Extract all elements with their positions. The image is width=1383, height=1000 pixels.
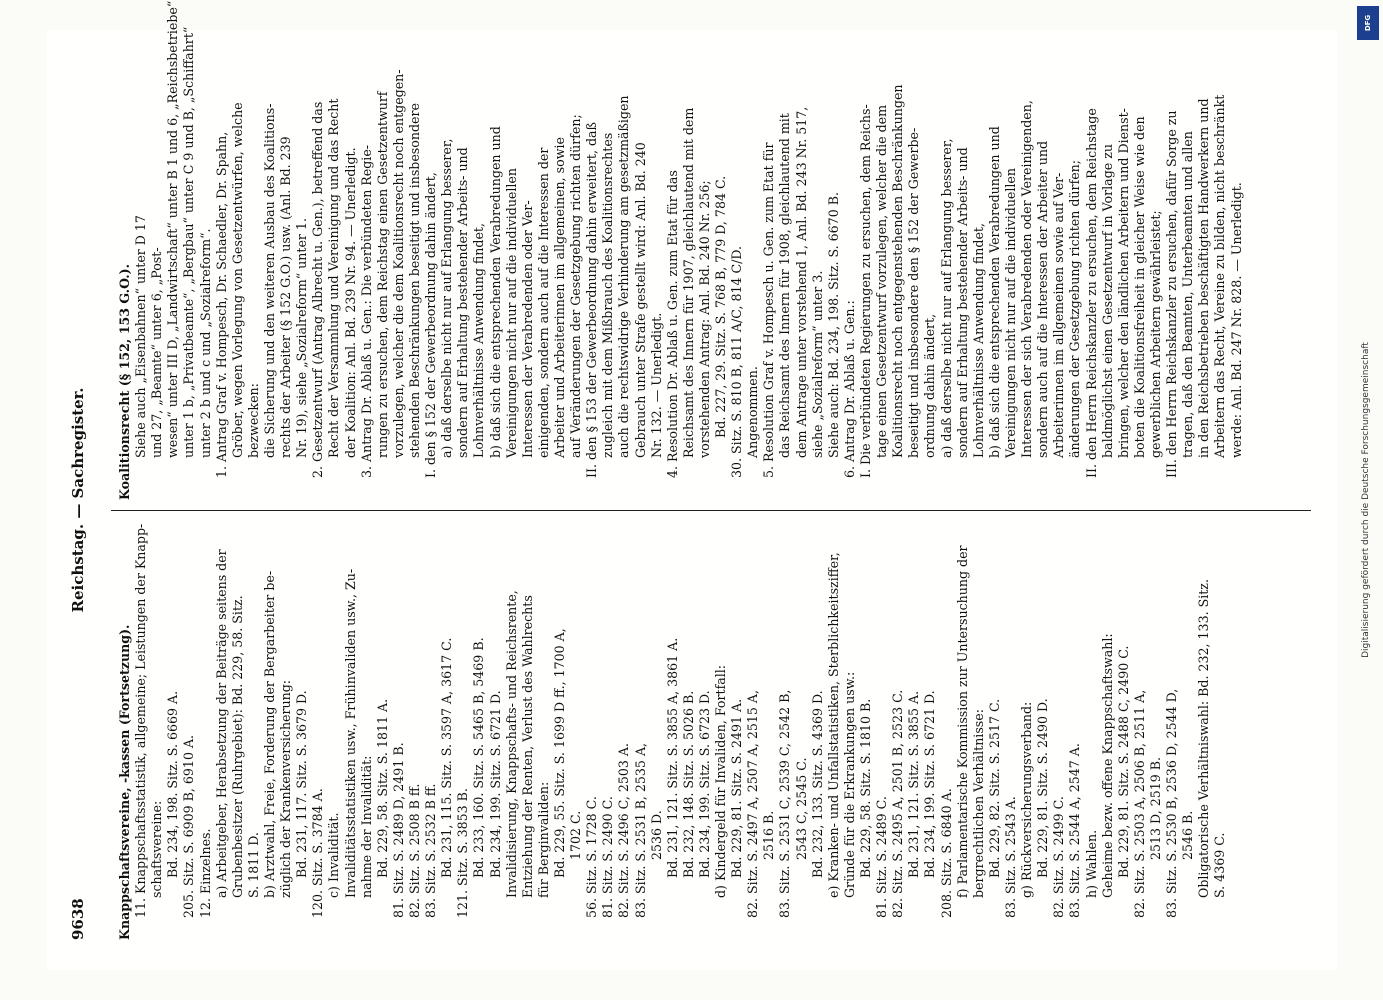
text-line: a) Arbeitgeber, Herabsetzung der Beiträge seitens der xyxy=(213,549,229,898)
text-line: d) Kindergeld für Invaliden, Fortfall: xyxy=(712,664,728,898)
text-line: S. 1811 D. xyxy=(245,832,261,898)
text-line: I. den § 152 der Gewerbeordnung dahin ändert, xyxy=(422,172,438,478)
text-line: in den Reichsbetrieben beschäftigten Handwerkern und xyxy=(1195,98,1211,458)
text-line: 208. Sitz. S. 6840 A. xyxy=(938,788,954,918)
column-divider xyxy=(111,510,1311,511)
text-line: Bd. 234, 198. Sitz. S. 6669 A. xyxy=(164,690,180,878)
text-line: 2. Gesetzentwurf (Antrag Albrecht u. Gen.), betreffend das xyxy=(309,101,325,478)
text-line: 2546 B. xyxy=(1179,810,1195,860)
text-line: 1702 C. xyxy=(567,810,583,860)
left-column xyxy=(117,520,1317,940)
text-line: 83. Sitz. S. 2530 B, 2536 D, 2544 D, xyxy=(1163,688,1179,918)
text-line: siehe „Sozialreform“ unter 3. xyxy=(809,270,825,458)
text-line: g) Rückversicherungsverband: xyxy=(1018,701,1034,898)
text-line: b) daß sich die entsprechenden Verabredungen und xyxy=(487,126,503,458)
text-line: Siehe auch: Bd. 234, 198. Sitz. S. 6670 B. xyxy=(825,192,841,458)
text-line: sondern auf Erhaltung bestehender Arbeits- und xyxy=(954,147,970,458)
text-line: tage einen Gesetzentwurf vorzulegen, welcher die dem xyxy=(873,104,889,458)
text-line: der Koalition: Anl. Bd. 239 Nr. 94. — Unerledigt. xyxy=(342,147,358,458)
section-heading: Knappschaftsvereine, -kassen (Fortsetzung). xyxy=(116,624,132,940)
text-line: schaftsvereine: xyxy=(148,800,164,898)
text-line: züglich der Krankenversicherung: xyxy=(277,679,293,898)
page-number: 9638 xyxy=(68,898,87,940)
text-line: Reichsamt des Innern für 1907, gleichlautend mit dem xyxy=(680,107,696,458)
text-line: bergrechtlichen Verhältnisse: xyxy=(970,709,986,898)
dfg-logo-icon xyxy=(1357,6,1379,40)
text-line: Bd. 234, 199. Sitz. S. 6721 D. xyxy=(487,690,503,878)
text-line: vorzulegen, welcher die dem Koalitionsrecht noch entgegen- xyxy=(390,69,406,458)
text-line: sondern auch auf die Interessen der Arbeiter und xyxy=(1034,140,1050,458)
text-line: 2516 B. xyxy=(760,810,776,860)
text-line: 2536 D. xyxy=(648,810,664,860)
text-line: 1. Antrag Graf v. Hompesch, Dr. Schaedler, Dr. Spahn, xyxy=(213,131,229,478)
text-line: 2543 C, 2545 C. xyxy=(793,757,809,860)
text-line: auch die rechtswidrige Verhinderung am gesetzmäßigen xyxy=(615,95,631,458)
text-line: 6. Antrag Dr. Ablaß u. Gen.: xyxy=(841,300,857,478)
text-line: 3. Antrag Dr. Ablaß u. Gen.: Die verbündeten Regie- xyxy=(358,144,374,478)
text-line: 81. Sitz. S. 2490 C. xyxy=(599,796,615,918)
text-line: Bd. 231, 117. Sitz. S. 3679 D. xyxy=(293,690,309,878)
text-line: Bd. 231, 121. Sitz. S. 3855 A, 3861 A. xyxy=(664,637,680,878)
text-line: e) Kranken- und Unfallstatistiken, Sterblichkeitsziffer, xyxy=(825,552,841,898)
text-line: 205. Sitz. S. 6909 B, 6910 A. xyxy=(180,734,196,918)
text-line: b) Arztwahl, Freie, Forderung der Bergarbeiter be- xyxy=(261,570,277,898)
text-line: 12. Einzelnes. xyxy=(197,828,213,918)
text-line: Lohnverhältnisse Anwendung findet, xyxy=(470,223,486,458)
text-line: Lohnverhältnisse Anwendung findet, xyxy=(970,223,986,458)
text-line: Obligatorische Verhältniswahl: Bd. 232, 133. Sitz. xyxy=(1195,579,1211,898)
text-line: 83. Sitz. S. 2543 A. xyxy=(1002,796,1018,918)
text-line: 2513 D, 2519 B. xyxy=(1147,756,1163,860)
text-line: 82. Sitz. S. 2508 B ff. xyxy=(406,783,422,918)
text-line: Bd. 229, 81. Sitz. S. 2488 C, 2490 C. xyxy=(1115,645,1131,878)
text-line: Siehe auch „Eisenbahnen“ unter D 17 xyxy=(132,215,148,458)
text-line: boten die Koalitionsfreiheit in gleicher Weise wie den xyxy=(1131,116,1147,458)
page-header xyxy=(69,60,95,940)
text-line: sondern auf Erhaltung bestehender Arbeits- und xyxy=(454,147,470,458)
text-line: I. Die verbündeten Regierungen zu ersuchen, dem Reichs- xyxy=(857,104,873,478)
text-line: nahme der Invalidität: xyxy=(358,755,374,898)
text-line: vorstehenden Antrag: Anl. Bd. 240 Nr. 256; xyxy=(696,180,712,458)
text-line: f) Parlamentarische Kommission zur Untersuchung der xyxy=(954,545,970,898)
text-line: rechts der Arbeiter (§ 152 G.O.) usw. (Anl. Bd. 239 xyxy=(277,136,293,458)
text-line: Bd. 229, 81. Sitz. S. 2491 A. xyxy=(728,698,744,878)
text-line: 82. Sitz. S. 2497 A, 2507 A, 2515 A, xyxy=(744,689,760,918)
digitization-sidebar xyxy=(1355,8,1377,992)
text-line: II. den § 153 der Gewerbeordnung dahin erweitert, daß xyxy=(583,122,599,478)
text-line: 5. Resolution Graf v. Hompesch u. Gen. zum Etat für xyxy=(760,142,776,478)
text-line: Nr. 132. — Unerledigt. xyxy=(648,312,664,458)
text-line: werde: Anl. Bd. 247 Nr. 828. — Unerledigt. xyxy=(1228,182,1244,458)
text-line: III. den Herrn Reichskanzler zu ersuchen, dafür Sorge zu xyxy=(1163,110,1179,478)
text-line: c) Invalidität. xyxy=(325,812,341,898)
text-line: Vereinigungen nicht nur auf die individuellen xyxy=(503,167,519,458)
text-line: Arbeiter und Arbeiterinnen im allgemeinen, sowie xyxy=(551,137,567,458)
text-line: Bd. 231, 121. Sitz. S. 3855 A. xyxy=(905,690,921,878)
text-line: 4. Resolution Dr. Ablaß u. Gen. zum Etat für das xyxy=(664,170,680,478)
text-line: baldmöglichst einen Gesetzentwurf in Vorlage zu xyxy=(1099,144,1115,458)
text-line: 82. Sitz. S. 2496 C, 2503 A. xyxy=(615,743,631,918)
text-line: 83. Sitz. S. 2544 A, 2547 A. xyxy=(1066,743,1082,918)
text-line: Geheime bezw. offene Knappschaftswahl: xyxy=(1099,633,1115,898)
text-line: Invalidisierung, Knappschafts- und Reichsrente, xyxy=(503,590,519,898)
text-line: Bd. 233, 160. Sitz. S. 5465 B, 5469 B. xyxy=(470,637,486,878)
text-line: Bd. 229, 82. Sitz. S. 2517 C. xyxy=(986,698,1002,878)
text-line: Bd. 231, 115. Sitz. S. 3597 A, 3617 C. xyxy=(438,637,454,878)
text-line: h) Wahlen. xyxy=(1083,829,1099,898)
page-title: Reichstag. — Sachregister. xyxy=(68,387,87,613)
text-line: Entziehung der Renten, Verlust des Wahlrechts xyxy=(519,595,535,898)
text-line: Gründe für die Erkrankungen usw.: xyxy=(841,671,857,898)
text-line: gewerblichen Arbeitern gewährleistet; xyxy=(1147,210,1163,458)
text-line: für Berginvaliden: xyxy=(535,781,551,898)
text-line: änderungen der Gesetzgebung richten dürfen; xyxy=(1066,159,1082,458)
text-line: 82. Sitz. S. 2503 A, 2506 B, 2511 A, xyxy=(1131,689,1147,918)
text-line: Bd. 229, 55. Sitz. S. 1699 D ff., 1700 A, xyxy=(551,628,567,878)
text-line: wesen“ unter III D, „Landwirtschaft“ unter B 1 und 6, „Reichsbetriebe“ xyxy=(164,0,180,458)
text-line: Vereinigungen nicht nur auf die individuellen xyxy=(1002,167,1018,458)
text-line: Bd. 229, 58. Sitz. S. 1810 B. xyxy=(857,698,873,878)
text-line: a) daß derselbe nicht nur auf Erlangung besserer, xyxy=(438,138,454,458)
text-line: Bd. 229, 58. Sitz. S. 1811 A. xyxy=(374,698,390,878)
text-line: Nr. 19), siehe „Sozialreform“ unter 1. xyxy=(293,218,309,458)
text-line: Bd. 232, 133. Sitz. S. 4369 D. xyxy=(809,690,825,878)
text-line: tragen, daß den Beamten, Unterbeamten und allen xyxy=(1179,131,1195,458)
text-line: zugleich mit dem Mißbrauch des Koalitionsrechtes xyxy=(599,132,615,458)
text-line: Bd. 227, 29. Sitz. S. 768 B, 779 D, 784 C. xyxy=(712,175,728,438)
text-line: und 27, „Beamte“ unter 6, „Post- xyxy=(148,247,164,458)
text-line: bezwecken: xyxy=(245,383,261,458)
text-line: Bd. 232, 148. Sitz. S. 5026 B. xyxy=(680,690,696,878)
text-line: 83. Sitz. S. 2531 B, 2535 A, xyxy=(632,742,647,918)
text-line: Interessen der sich Verabredenden oder Vereinigenden, xyxy=(1018,100,1034,458)
text-line: Gebrauch unter Strafe gestellt wird: Anl. Bd. 240 xyxy=(632,142,647,458)
section-heading: Koalitionsrecht (§ 152, 153 G.O.). xyxy=(116,263,132,500)
text-line: das Reichsamt des Innern für 1908, gleichlautend mit xyxy=(776,113,792,458)
text-line: die Sicherung und den weiteren Ausbau des Koalitions- xyxy=(261,103,277,458)
text-line: beseitigt und insbesondere den § 152 der Gewerbe- xyxy=(905,127,921,458)
text-line: Bd. 234, 199. Sitz. S. 6721 D. xyxy=(921,690,937,878)
text-line: Interessen der Verabredenden oder Ver- xyxy=(519,200,535,458)
text-line: Arbeitern das Recht, Vereine zu bilden, nicht beschränkt xyxy=(1211,94,1227,458)
text-line: 83. Sitz. S. 2531 C, 2539 C, 2542 B, xyxy=(776,689,792,918)
text-line: b) daß sich die entsprechenden Verabredungen und xyxy=(986,126,1002,458)
text-line: bringen, welcher den ländlichen Arbeitern und Dienst- xyxy=(1115,108,1131,458)
text-line: Recht der Versammlung und Vereinigung und das Recht xyxy=(325,98,341,458)
document-page xyxy=(47,0,1337,970)
digitization-notice: Digitalisierung gefördert durch die Deutsche Forschungsgemeinschaft xyxy=(1361,342,1371,658)
dfg-logo-text: DFG xyxy=(1364,14,1372,32)
text-line: II. den Herrn Reichskanzler zu ersuchen, dem Reichstage xyxy=(1083,108,1099,478)
text-line: Grubenbesitzer (Ruhrgebiet): Bd. 229, 58. Sitz. xyxy=(229,595,245,898)
text-line: Koalitionsrecht noch entgegenstehenden Beschränkungen xyxy=(889,84,905,458)
text-line: auf Veränderungen der Gesetzgebung richten dürfen; xyxy=(567,114,583,458)
text-line: 11. Knappschaftsstatistik, allgemeine; Leistungen der Knapp- xyxy=(132,523,148,918)
text-line: Arbeiterinnen im allgemeinen sowie auf Ver- xyxy=(1050,172,1066,458)
text-line: 81. Sitz. S. 2489 C. xyxy=(873,796,889,918)
text-line: a) daß derselbe nicht nur auf Erlangung besserer, xyxy=(938,138,954,458)
text-line: 82. Sitz. S. 2499 C. xyxy=(1050,796,1066,918)
text-line: Bd. 229, 81. Sitz. S. 2490 D. xyxy=(1034,698,1050,878)
text-line: unter 1 b, „Privatbeamte“, „Bergbau“ unter C 9 und B, „Schiffahrt“ xyxy=(180,26,196,458)
text-line: stehenden Beschränkungen beseitigt und insbesondere xyxy=(406,103,422,458)
text-line: ordnung dahin ändert, xyxy=(921,313,937,458)
right-column xyxy=(116,0,1317,500)
text-line: dem Antrage unter vorstehend 1, Anl. Bd. 243 Nr. 517, xyxy=(793,106,809,458)
text-line: Angenommen. xyxy=(744,366,760,458)
text-line: Invaliditätsstatistiken usw., Frühinvaliden usw., Zu- xyxy=(342,568,358,898)
text-line: 30. Sitz. S. 810 B, 811 A/C, 814 C/D. xyxy=(728,245,744,478)
text-line: Bd. 234, 199. Sitz. S. 6723 D. xyxy=(696,690,712,878)
text-line: unter 2 b und c und „Sozialreform“. xyxy=(197,228,213,458)
text-line: 82. Sitz. S. 2495 A, 2501 B, 2523 C. xyxy=(889,689,905,918)
text-line: 120. Sitz. S. 3784 A. xyxy=(309,788,325,918)
text-line: einigenden, sondern auch auf die Interessen der xyxy=(535,147,551,458)
text-line: 56. Sitz. S. 1728 C. xyxy=(583,796,599,918)
text-line: Gröber, wegen Vorlegung von Gesetzentwürfen, welche xyxy=(229,102,245,458)
text-line: 121. Sitz. S. 3853 B. xyxy=(454,788,470,918)
text-line: 83. Sitz. S. 2532 B ff. xyxy=(422,783,438,918)
text-line: 81. Sitz. S. 2489 D, 2491 B. xyxy=(390,742,406,918)
text-line: S. 4369 C. xyxy=(1211,832,1227,898)
text-line: rungen zu ersuchen, dem Reichstag einen Gesetzentwurf xyxy=(374,91,390,458)
